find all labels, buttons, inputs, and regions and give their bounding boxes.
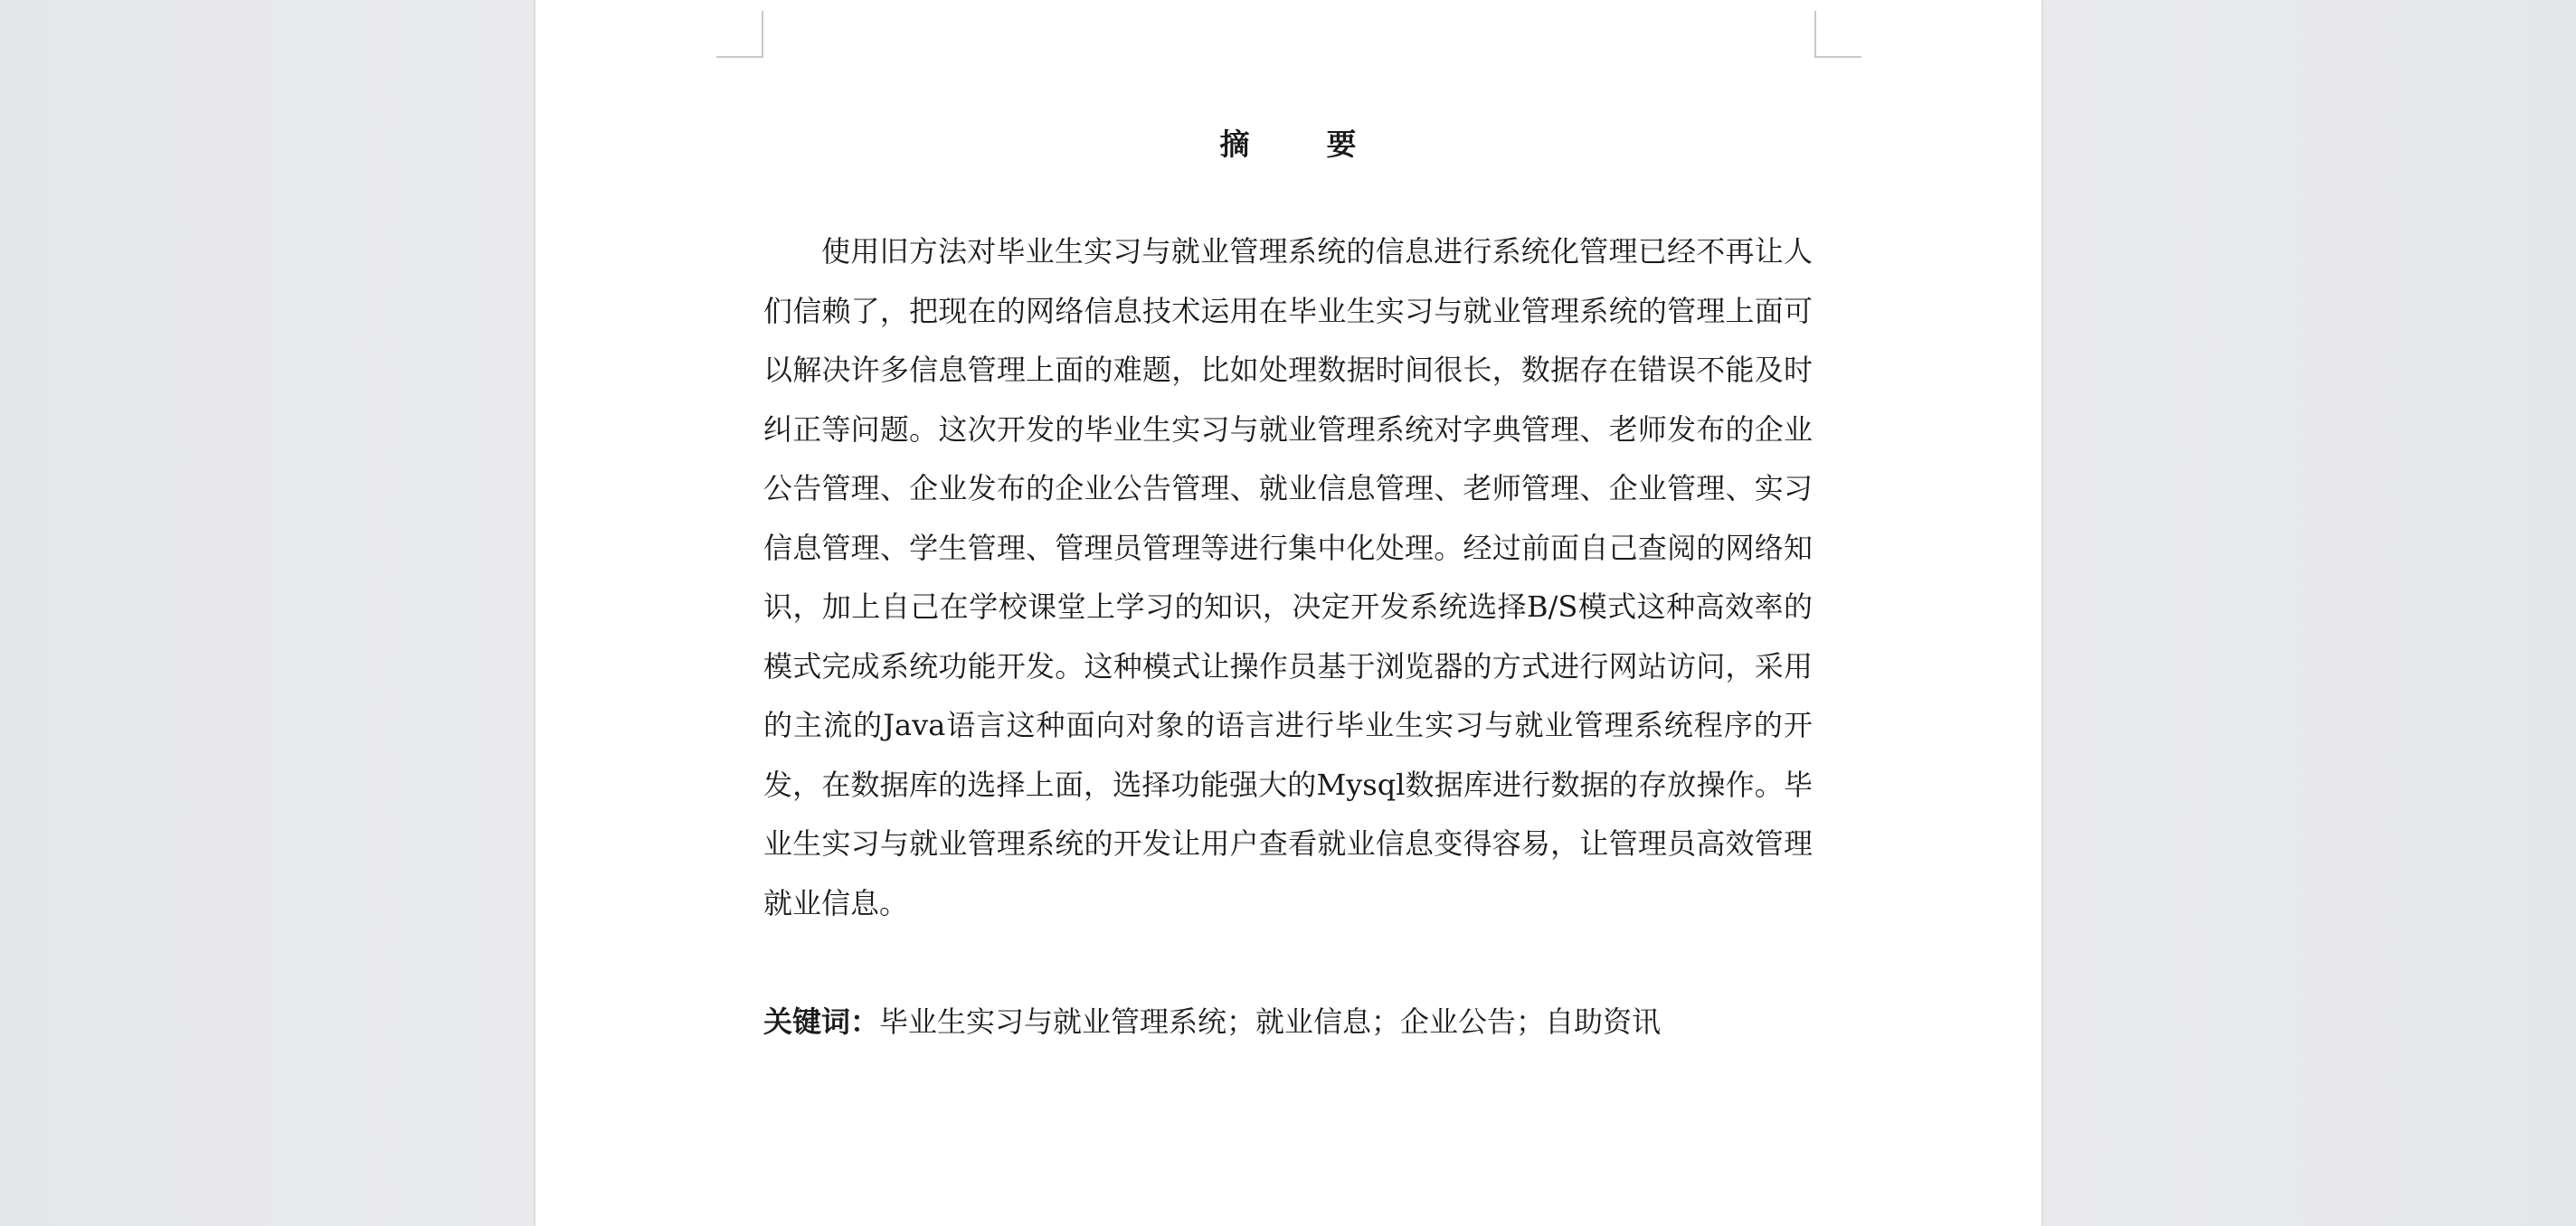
abstract-paragraph: 使用旧方法对毕业生实习与就业管理系统的信息进行系统化管理已经不再让人们信赖了，把现在的网络信息技术运用在毕业生实习与就业管理系统的管理上面可以解决许多信息管理上面的难题，比如处理数据时间很长，数据存在错误不能及时纠正等问题。这次开发的毕业生实习与就业管理系统对字典管理、老师发布的企业公告管理、企业发布的企业公告管理、就业信息管理、老师管理、企业管理、实习信息管理、学生管理、管理员管理等进行集中化处理。经过前面自己查阅的网络知识，加上自己在学校课堂上学习的知识，决定开发系统选择B/S模式这种高效率的模式完成系统功能开发。这种模式让操作员基于浏览器的方式进行网站访问，采用的主流的Java语言这种面向对象的语言进行毕业生实习与就业管理系统程序的开发，在数据库的选择上面，选择功能强大的Mysql数据库进行数据的存放操作。毕业生实习与就业管理系统的开发让用户查看就业信息变得容易，让管理员高效管理就业信息。 xyxy=(763,234,1813,920)
keywords-line xyxy=(763,993,1813,1052)
abstract-title: 摘 要 xyxy=(1219,127,1380,162)
page-content xyxy=(763,118,1813,1052)
margin-marker-top-right xyxy=(1814,11,1861,58)
keywords-label: 关键词： xyxy=(763,1004,880,1039)
document-page[interactable] xyxy=(535,0,2041,1226)
keywords-text: 毕业生实习与就业管理系统；就业信息；企业公告；自助资讯 xyxy=(879,1004,1662,1039)
margin-marker-top-left xyxy=(716,11,763,58)
